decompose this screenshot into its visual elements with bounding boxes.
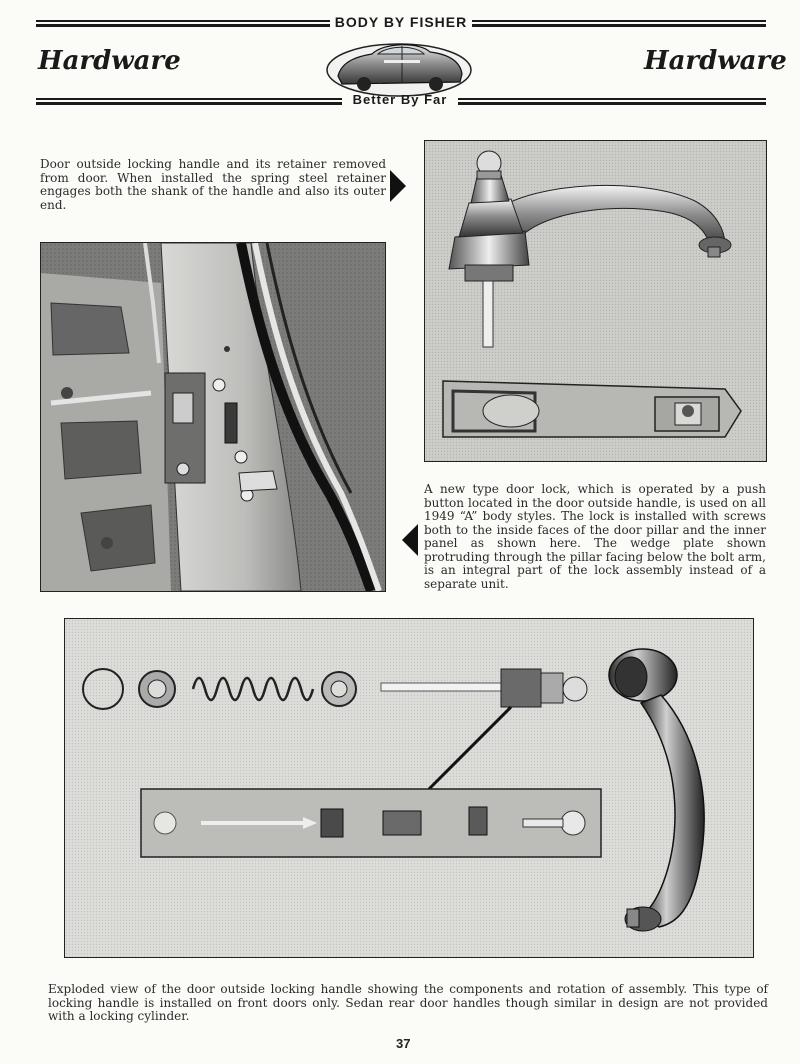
header-rule-top-left (36, 20, 330, 27)
caption-handle-removed: Door outside locking handle and its retainer removed from door. When installed the spring steel retainer engages both the shank of the handle and also its outer end. (40, 157, 386, 212)
header-script-right: Hardware (644, 46, 787, 76)
arrow-left-icon (402, 524, 418, 556)
caption-exploded-view: Exploded view of the door outside locking handle showing the components and rotation of assembly. This type of locking handle is installed on front doors only. Sedan rear door handles though similar in design are not provided with a locking cylinder. (48, 982, 768, 1023)
photo-door-lock-installed (40, 242, 386, 592)
header-top-label: BODY BY FISHER (334, 14, 468, 30)
caption-new-lock: A new type door lock, which is operated by a push button located in the door outside handle, is used on all 1949 “A” body styles. The lock is installed with screws both to the inside faces of the door pillar and the inner panel as shown here. The wedge plate shown protruding through the pillar facing below the bolt arm, is an integral part of the lock assembly instead of a separate unit. (424, 482, 766, 591)
header-script-left: Hardware (38, 46, 181, 76)
header-rule-bottom-right (458, 98, 766, 105)
header-rule-bottom-left (36, 98, 342, 105)
header-rule-top-right (472, 20, 766, 27)
photo-handle-and-retainer (424, 140, 767, 462)
header-bottom-label: Better By Far (352, 92, 448, 107)
car-emblem-icon (324, 30, 474, 98)
photo-exploded-view (64, 618, 754, 958)
arrow-right-icon (390, 170, 406, 202)
page-number: 37 (396, 1036, 411, 1051)
